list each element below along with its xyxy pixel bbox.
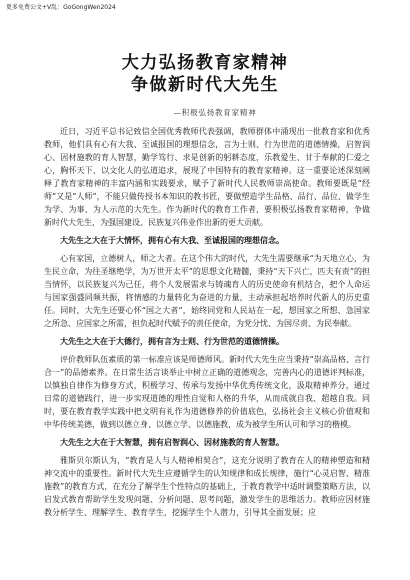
section-paragraph-1: 心有家国，立德树人，师之大者。在这个伟大的时代，大先生需要继承“为天地立心，为生民立命，为往圣继绝学，为万世开太平”的思想文化精髓，秉持“天下兴亡，匹夫有责”的担当情怀，以民族复兴为己任，将个人发展需求与铸魂育人的历史使命有机结合，把个人命运与国家强盛同频共振，将情感的力量转化为奋进的力量，主动承担起培养时代新人的历史重任。同时，大先生还要心怀“国之大者”，始终同党和人民站在一起，想国家之所想、急国家之所急、应国家之所需，担负起时代赋予的责任使命，为党分忧、为国尽责、为民奉献。 [44,254,370,328]
section-paragraph-2: 评价教师队伍素质的第一标准应该是师德师风。新时代大先生应当秉持“崇高品格、言行合一”的品德素养。在日常生活言谈举止中树立正确的道德观念，完善内心的道德评判标准，以慎独自律作为修身方式，积极学习、传承与发扬中华优秀传统文化，汲取精神养分，通过日常的道德践行，进一步实现道德的理性自觉和人格的升华，从而成就自我、超越自我。同时，要在教育教学实践中把文明有礼作为道德修养的价值底色，弘扬社会主义核心价值观和中华传统美德，做到以德立身、以德立学、以德施教，成为被学生所认可和学习的楷模。 [44,355,370,429]
section-heading-3: 大先生之大在于大智慧，拥有启智润心、因材施教的育人智慧。 [60,437,284,447]
section-paragraph-3: 雅斯贝尔斯认为，“教育是人与人精神相契合”，这充分说明了教育在人的精神塑造和精神交流中的重要性。新时代大先生应遵循学生的认知规律和成长规律，施行“心灵启智、精准施教”的教育方式，在充分了解学生个性特点的基础上，于教育教学中适时调整策略方法，以启发式教育帮助学生发现问题、分析问题、思考问题，激发学生的思维活力。教师应因材施教分析学生、理解学生、教育学生，挖掘学生个人潜力，引导其全面发展；应 [44,456,370,517]
title-line-2: 争做新时代大先生 [131,75,279,95]
section-heading-2: 大先生之大在于大德行，拥有言为士则、行为世范的道德情操。 [60,336,284,346]
header-watermark: 更多免费公文+V乱：GoGongWen2024 [6,4,116,11]
document-title [0,52,410,96]
intro-paragraph: 近日，习近平总书记致信全国优秀教师代表强调，教师群体中涌现出一批教育家和优秀教师，他们具有心有大我、至诚报国的理想信念，言为士则、行为世范的道德情操，启智润心、因材施教的育人智慧，勤学笃行、求是创新的躬耕态度，乐教爱生、甘于奉献的仁爱之心，胸怀天下、以文化人的弘道追求，展现了中国特有的教育家精神。这一重要论述深刻阐释了教育家精神的丰富内涵和实践要求，赋予了新时代人民教师崇高使命。教师要既是“经师”又是“人师”，不能只做传授书本知识的教书匠，要做塑造学生品格、品行、品位、做学生为学、为事、为人示范的大先生。作为新时代的教育工作者，要积极弘扬教育家精神，争做新时代大先生，为强国建设、民族复兴伟业作出新的更大贡献。 [44,127,370,227]
document-subtitle: —积极弘扬教育家精神 [173,108,257,117]
document-body [44,125,370,519]
title-line-1: 大力弘扬教育家精神 [121,53,289,73]
section-heading-1: 大先生之大在于大情怀，拥有心有大我、至诚报国的理想信念。 [60,235,284,245]
